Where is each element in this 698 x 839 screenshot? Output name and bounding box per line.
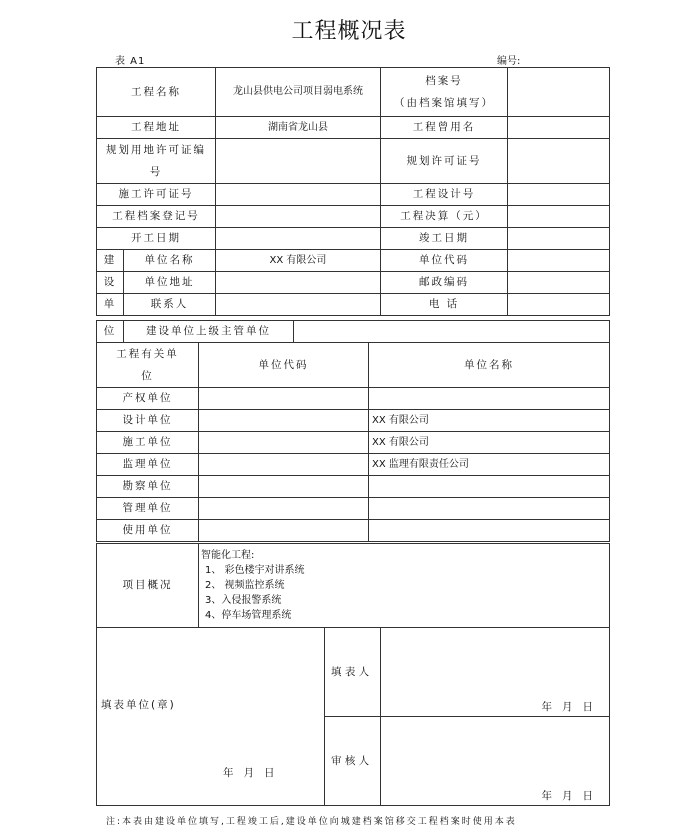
filling-unit-cell — [97, 628, 325, 806]
archive-note: （由档案馆填写） — [394, 97, 494, 109]
related-units-header: 工程有关单 位 — [97, 343, 199, 388]
unit-code — [199, 454, 369, 476]
land-permit-label: 规划用地许可证编号 — [97, 139, 216, 184]
unit-role: 产权单位 — [97, 388, 199, 410]
final-account-value — [508, 206, 610, 228]
unit-role: 监理单位 — [97, 454, 199, 476]
unit-name: XX 监理有限责任公司 — [369, 454, 610, 476]
superior-unit-table — [96, 320, 610, 343]
unit-name: XX 有限公司 — [369, 410, 610, 432]
builder-address-value — [216, 272, 381, 294]
builder-group-char: 建 — [97, 250, 124, 272]
unit-code-header: 单位代码 — [199, 343, 369, 388]
project-name-label: 工程名称 — [97, 68, 216, 117]
unit-code — [199, 520, 369, 542]
construction-permit-label: 施工许可证号 — [97, 184, 216, 206]
related-units-table — [96, 342, 610, 542]
unit-code — [199, 388, 369, 410]
address-value: 湖南省龙山县 — [216, 117, 381, 139]
builder-code-value — [508, 250, 610, 272]
unit-code — [199, 410, 369, 432]
start-date-value — [216, 228, 381, 250]
postcode-label: 邮政编码 — [381, 272, 508, 294]
overview-label: 项目概况 — [97, 544, 199, 628]
form-id: 表 A1 — [115, 56, 146, 67]
builder-name-label: 单位名称 — [124, 250, 216, 272]
superior-unit-label: 建设单位上级主管单位 — [124, 321, 294, 343]
plan-permit-value — [508, 139, 610, 184]
start-date-label: 开工日期 — [97, 228, 216, 250]
overview-table — [96, 543, 610, 628]
finish-date-label: 竣工日期 — [381, 228, 508, 250]
overview-item: 2、 视频监控系统 — [205, 580, 285, 591]
reviewer-cell — [381, 717, 610, 806]
unit-name — [369, 388, 610, 410]
builder-code-label: 单位代码 — [381, 250, 508, 272]
unit-role: 使用单位 — [97, 520, 199, 542]
unit-code — [199, 432, 369, 454]
unit-role: 设计单位 — [97, 410, 199, 432]
unit-name — [369, 498, 610, 520]
filler-label: 填 表 人 — [325, 628, 381, 717]
phone-label: 电 话 — [381, 294, 508, 316]
design-number-label: 工程设计号 — [381, 184, 508, 206]
phone-value — [508, 294, 610, 316]
overview-item: 3、入侵报警系统 — [205, 595, 282, 606]
serial-number-label: 编号: — [497, 56, 521, 67]
plan-permit-label: 规划许可证号 — [381, 139, 508, 184]
archive-number-value — [508, 68, 610, 117]
overview-items — [205, 563, 305, 623]
project-info-table — [96, 67, 610, 316]
unit-role: 施工单位 — [97, 432, 199, 454]
project-name-value: 龙山县供电公司项目弱电系统 — [216, 68, 381, 117]
address-label: 工程地址 — [97, 117, 216, 139]
overview-item: 1、 彩色楼宇对讲系统 — [205, 565, 305, 576]
overview-item: 4、停车场管理系统 — [205, 610, 292, 621]
reviewer-label: 审 核 人 — [325, 717, 381, 806]
postcode-value — [508, 272, 610, 294]
filler-cell — [381, 628, 610, 717]
unit-name-header: 单位名称 — [369, 343, 610, 388]
former-name-value — [508, 117, 610, 139]
builder-name-value: XX 有限公司 — [216, 250, 381, 272]
builder-group-char: 单 — [97, 294, 124, 316]
unit-name: XX 有限公司 — [369, 432, 610, 454]
land-permit-value — [216, 139, 381, 184]
overview-heading: 智能化工程: — [201, 550, 255, 561]
filling-unit-label: 填表单位(章) — [101, 699, 176, 711]
builder-address-label: 单位地址 — [124, 272, 216, 294]
former-name-label: 工程曾用名 — [381, 117, 508, 139]
unit-name — [369, 476, 610, 498]
signature-table — [96, 627, 610, 806]
archive-number-label — [381, 68, 508, 117]
contact-label: 联系人 — [124, 294, 216, 316]
unit-code — [199, 498, 369, 520]
finish-date-value — [508, 228, 610, 250]
record-number-value — [216, 206, 381, 228]
filler-date: 年 月 日 — [541, 700, 593, 713]
design-number-value — [508, 184, 610, 206]
final-account-label: 工程决算（元） — [381, 206, 508, 228]
builder-group-char: 设 — [97, 272, 124, 294]
builder-group-char: 位 — [97, 321, 124, 343]
page-title: 工程概况表 — [291, 19, 407, 44]
record-number-label: 工程档案登记号 — [97, 206, 216, 228]
construction-permit-value — [216, 184, 381, 206]
archive-label: 档案号 — [425, 75, 463, 87]
unit-name — [369, 520, 610, 542]
contact-value — [216, 294, 381, 316]
unit-role: 勘察单位 — [97, 476, 199, 498]
reviewer-date: 年 月 日 — [541, 789, 593, 802]
superior-unit-value — [294, 321, 610, 343]
filling-unit-date: 年 月 日 — [223, 767, 275, 779]
unit-role: 管理单位 — [97, 498, 199, 520]
unit-code — [199, 476, 369, 498]
footer-note: 注:本表由建设单位填写,工程竣工后,建设单位向城建档案馆移交工程档案时使用本表 — [106, 817, 517, 827]
